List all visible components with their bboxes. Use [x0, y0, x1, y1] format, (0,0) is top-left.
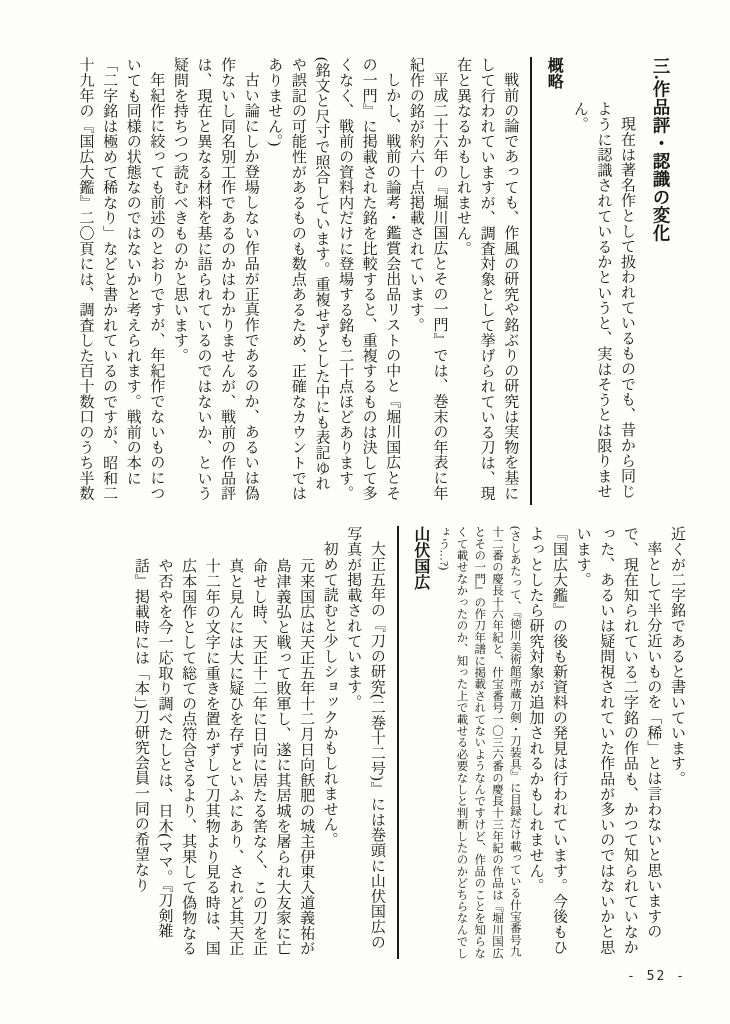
overview-paragraph: 率として半分近いものを「稀」とは言わないと思いますので、現在知られている二字銘の作品も、かつて知られていなかった、あるいは疑問視されていた作品が多いのではないかと思います。 — [574, 526, 662, 955]
overview-continued — [434, 526, 688, 959]
overview-paragraph: 平成二十六年の『堀川国広とその一門』では、巻末の年表に年紀作の銘が約六十点掲載されています。 — [407, 57, 448, 501]
yamabushi-heading: 山伏国広 — [397, 526, 432, 959]
overview-paragraph: しかし、戦前の論考・鑑賞会出品リストの中と『堀川国広とその一門』に掲載された銘を比較すると、重複するものは決して多くなく、戦前の資料内だけに登場する銘も二十点ほどあります。 — [337, 57, 401, 501]
overview-small-note — [434, 526, 523, 959]
overview-heading: 概略 — [530, 57, 565, 505]
overview-paragraph: 戦前の論であっても、作風の研究や銘ぶりの研究は実物を基にして行われていますが、調査対象として挙げられている刀は、現在と異なるかもしれません。 — [455, 57, 519, 501]
upper-text-block — [77, 57, 688, 505]
overview-note-paragraph: (さしあたって、『徳川美術館所蔵刀剣・刀装具』に目録だけ載っている什宝番号九十二番の慶長十六年紀と、什宝番号一〇三六番の慶長十三年紀の作品は『堀川国広とその一門』の作刀年譜に掲載されてないようなんですけど、作品のことを知らなくて載せなかったのか、知った上で載せる必要なしと判断したのかどちらなんでしょう…?) — [437, 526, 521, 959]
overview-paren-paragraph: (銘文と尺寸で照合しています。重複せずとした中にも表記ゆれや誤記の可能性があるものも数点あるため、正確なカウントではありません。) — [266, 57, 330, 501]
overview-paragraph: 『国広大鑑』の後も新資料の発見は行われています。今後もひよっとしたら研究対象が追加されるかもしれません。 — [527, 526, 568, 955]
section-overview — [73, 57, 565, 505]
overview-paragraph: 古い論にしか登場しない作品が正真作であるのか、あるいは偽作ないし同名別工作であるのかはわかりませんが、戦前の作品評は、現在と異なる材料を基に語られているのではないか、という疑問を持ちつつ読むべきものかと思います。 — [171, 57, 259, 501]
chapter-intro — [567, 57, 638, 505]
chapter-title: 三.作品評・認識の変化 — [651, 57, 671, 242]
lower-text-block — [82, 526, 688, 959]
overview-paragraph: 年紀作に絞っても前述のとおりですが、年紀作でないものについても同様の状態なのではないかと考えられます。戦前の本に「二字銘は極めて稀なり」などと書かれているのですが、昭和二十九年の『国広大鑑』二〇頁には、調査した百十数口のうち半数 — [77, 57, 165, 501]
section-yamabushi — [128, 526, 432, 959]
overview-continuation-paragraph: 近くが二字銘であると書いています。 — [669, 526, 685, 787]
yamabushi-quote-block — [128, 526, 317, 959]
chapter-intro-paragraph: 現在は著名作として扱われているものでも、昔から同じように認識されているかというと、実はそうとは限りません。 — [571, 101, 635, 499]
yamabushi-paragraph: 初めて読むと少しショックかもしれません。 — [321, 541, 338, 847]
page-number: - 52 - — [627, 969, 686, 984]
yamabushi-paragraph: 大正五年の『刀の研究(二巻十二号)』には巻頭に山伏国広の写真が掲載されています。 — [345, 526, 385, 950]
yamabushi-quote-paragraph: 元来国広は天正五年十二月日向飫肥の城主伊東入道義祐が島津義弘と戦って敗軍し、遂に其居城を屠られ大友家に亡命せし時、天正十二年に日向に居たる筈なく、この刀を正真と見んには大に疑ひを存ずといふにあり、されど其天正十二年の文字に重きを置かずして刀其物より見る時は、国広本国作として総ての点符合さるより、其果して偽物なるや否やを今一応取り調べたしとは、日木(ママ。『刀剣雑話』掲載時には「本」)刀研究会員一同の希望なり — [132, 558, 315, 956]
